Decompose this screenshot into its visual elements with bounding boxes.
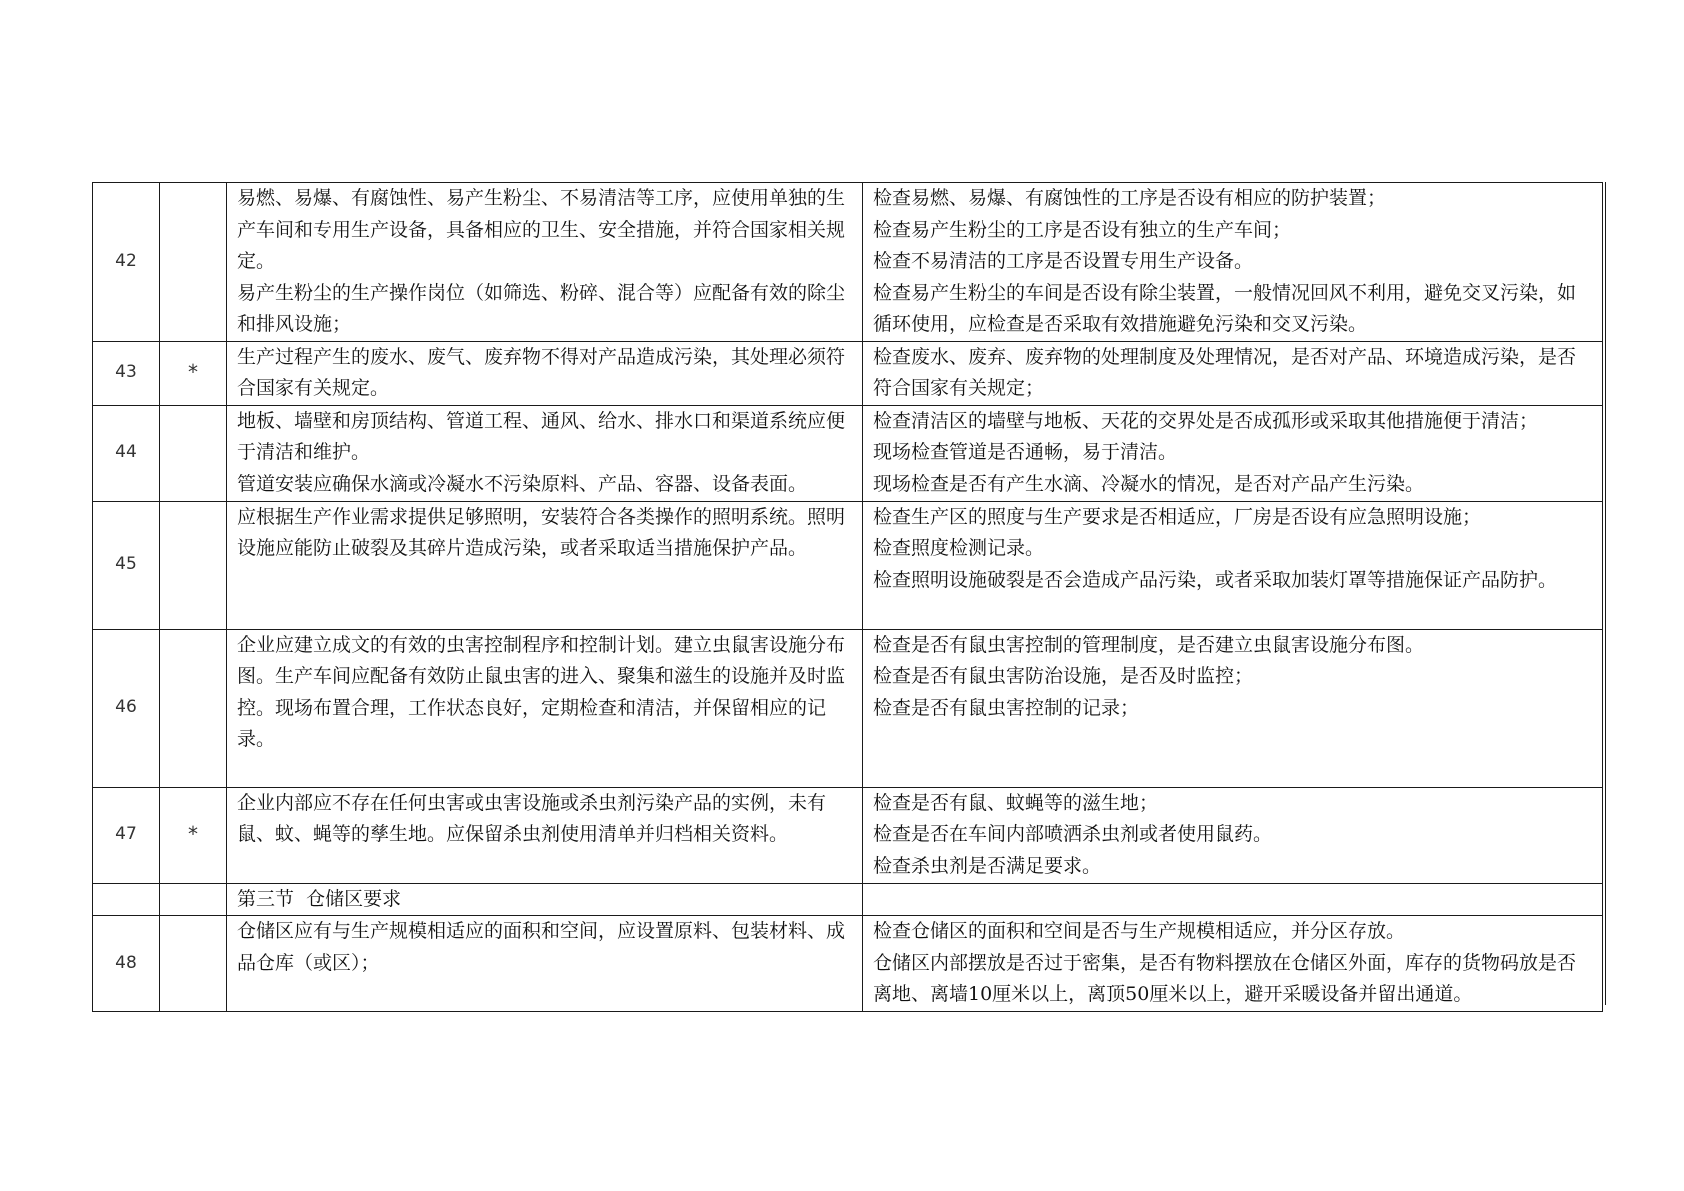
check-method-cell [863, 501, 1603, 629]
requirement-cell [227, 501, 863, 629]
check-method-cell [863, 916, 1603, 1012]
check-method-cell [863, 183, 1603, 342]
item-number: 48 [93, 916, 160, 1012]
check-text: 检查是否有鼠虫害控制的记录； [873, 696, 1140, 719]
section-heading-row [93, 883, 1603, 916]
key-item-mark [160, 916, 227, 1012]
check-text: 检查照度检测记录。 [873, 537, 1045, 559]
item-number [93, 883, 160, 916]
requirement-text: 企业应建立成文的有效的虫害控制程序和控制计划。建立虫鼠害设施分布图。生产车间应配备有效防止鼠虫害的进入、聚集和滋生的设施并及时监控。现场布置合理，工作状态良好，定期检查和清洁，并保留相应的记录。 [237, 633, 846, 750]
item-number: 45 [93, 501, 160, 629]
table-row [93, 183, 1603, 342]
check-text: 现场检查是否有产生水滴、冷凝水的情况，是否对产品产生污染。 [873, 472, 1425, 495]
requirement-text: 易燃、易爆、有腐蚀性、易产生粉尘、不易清洁等工序，应使用单独的生产车间和专用生产设备，具备相应的卫生、安全措施，并符合国家相关规定。 [237, 187, 846, 272]
check-text: 检查杀虫剂是否满足要求。 [873, 854, 1102, 877]
requirement-cell [227, 629, 863, 787]
item-number: 47 [93, 787, 160, 883]
requirement-text: 应根据生产作业需求提供足够照明，安装符合各类操作的照明系统。照明设施应能防止破裂及其碎片造成污染，或者采取适当措施保护产品。 [237, 505, 846, 559]
check-text: 检查易产生粉尘的工序是否设有独立的生产车间； [873, 218, 1292, 241]
key-item-mark [160, 405, 227, 501]
table-row [93, 916, 1603, 1012]
item-number: 44 [93, 405, 160, 501]
section-heading: 第三节 仓储区要求 [237, 887, 402, 910]
key-item-mark [160, 183, 227, 342]
check-text: 检查仓储区的面积和空间是否与生产规模相适应，并分区存放。 [873, 920, 1406, 942]
requirement-cell [227, 787, 863, 883]
check-text: 检查易产生粉尘的车间是否设有除尘装置，一般情况回风不利用，避免交叉污染，如循环使用，应检查是否采取有效措施避免污染和交叉污染。 [873, 281, 1577, 335]
check-text: 检查清洁区的墙壁与地板、天花的交界处是否成孤形或采取其他措施便于清洁； [873, 409, 1539, 432]
table-outer-border [1605, 182, 1606, 1005]
check-text: 检查是否有鼠、蚊蝇等的滋生地； [873, 791, 1159, 814]
key-item-mark: * [160, 787, 227, 883]
check-text: 现场检查管道是否通畅，易于清洁。 [873, 441, 1178, 463]
check-text: 检查照明设施破裂是否会造成产品污染，或者采取加装灯罩等措施保证产品防护。 [873, 568, 1558, 591]
requirement-text: 企业内部应不存在任何虫害或虫害设施或杀虫剂污染产品的实例，未有鼠、蚊、蝇等的孳生地。应保留杀虫剂使用清单并归档相关资料。 [237, 791, 827, 845]
table-row [93, 501, 1603, 629]
requirement-text: 易产生粉尘的生产操作岗位（如筛选、粉碎、混合等）应配备有效的除尘和排风设施； [237, 281, 846, 335]
table-row [93, 629, 1603, 787]
section-heading-cell [227, 883, 863, 916]
check-text: 检查生产区的照度与生产要求是否相适应，厂房是否设有应急照明设施； [873, 505, 1482, 528]
key-item-mark: * [160, 341, 227, 405]
table-row [93, 787, 1603, 883]
requirement-text: 仓储区应有与生产规模相适应的面积和空间，应设置原料、包装材料、成品仓库（或区）； [237, 920, 846, 974]
requirement-cell [227, 183, 863, 342]
check-text: 仓储区内部摆放是否过于密集，是否有物料摆放在仓储区外面，库存的货物码放是否离地、离墙10厘米以上，离顶50厘米以上，避开采暖设备并留出通道。 [873, 951, 1577, 1005]
table-row [93, 341, 1603, 405]
item-number: 43 [93, 341, 160, 405]
table-row [93, 405, 1603, 501]
requirement-text: 地板、墙壁和房顶结构、管道工程、通风、给水、排水口和渠道系统应便于清洁和维护。 [237, 409, 846, 463]
key-item-mark [160, 883, 227, 916]
requirement-cell [227, 405, 863, 501]
check-text: 检查是否有鼠虫害防治设施，是否及时监控； [873, 665, 1254, 687]
check-method-cell [863, 787, 1603, 883]
check-method-cell [863, 883, 1603, 916]
key-item-mark [160, 501, 227, 629]
check-text: 检查不易清洁的工序是否设置专用生产设备。 [873, 250, 1254, 272]
check-text: 检查是否有鼠虫害控制的管理制度，是否建立虫鼠害设施分布图。 [873, 633, 1425, 656]
check-text: 检查废水、废弃、废弃物的处理制度及处理情况，是否对产品、环境造成污染，是否符合国家有关规定； [873, 345, 1577, 399]
check-method-cell [863, 341, 1603, 405]
requirement-cell [227, 341, 863, 405]
check-method-cell [863, 629, 1603, 787]
check-method-cell [863, 405, 1603, 501]
item-number: 46 [93, 629, 160, 787]
check-text: 检查易燃、易爆、有腐蚀性的工序是否设有相应的防护装置； [873, 187, 1387, 209]
item-number: 42 [93, 183, 160, 342]
key-item-mark [160, 629, 227, 787]
requirement-text: 管道安装应确保水滴或冷凝水不污染原料、产品、容器、设备表面。 [237, 472, 808, 495]
inspection-table [92, 182, 1603, 1012]
requirement-text: 生产过程产生的废水、废气、废弃物不得对产品造成污染，其处理必须符合国家有关规定。 [237, 345, 846, 399]
requirement-cell [227, 916, 863, 1012]
check-text: 检查是否在车间内部喷洒杀虫剂或者使用鼠药。 [873, 823, 1273, 845]
